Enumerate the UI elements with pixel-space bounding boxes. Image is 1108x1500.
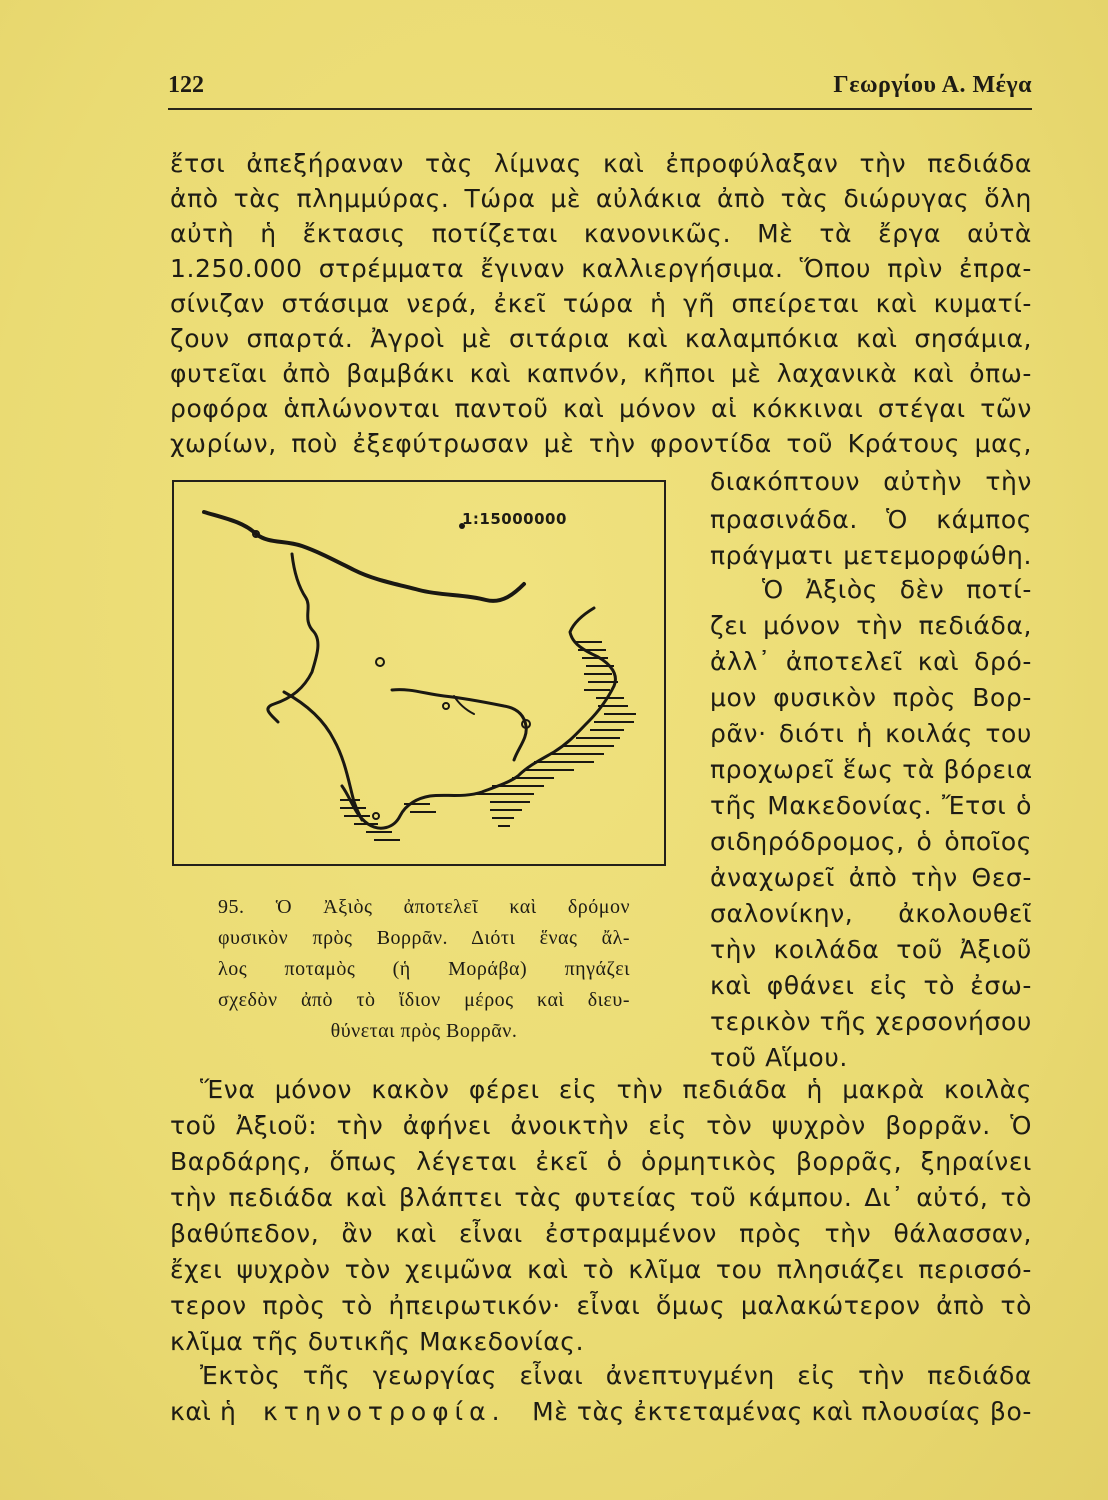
side-text-line: πράγματι μετεμορφώθη.	[710, 541, 1032, 570]
text-line: τὴν πεδιάδα καὶ βλάπτει τὰς φυτείας τοῦ κάμπου. Δι᾿ αὐτό, τὸ	[170, 1183, 1032, 1212]
spaced-term: κτηνοτροφία.	[263, 1397, 506, 1426]
map-figure	[172, 480, 666, 866]
text-line: κλῖμα τῆς δυτικῆς Μακεδονίας.	[170, 1327, 585, 1356]
text-line: σίνιζαν στάσιμα νερά, ἐκεῖ τώρα ἡ γῆ σπείρεται καὶ κυματί-	[170, 289, 1032, 318]
side-text-line: τερικὸν τῆς χερσονήσου	[710, 1007, 1032, 1036]
side-text-line: Ὁ Ἀξιὸς δὲν ποτί-	[762, 575, 1032, 604]
text-line: ζουν σπαρτά. Ἀγροὶ μὲ σιτάρια καὶ καλαμπόκια καὶ σησάμια,	[170, 324, 1032, 353]
text-line: χωρίων, ποὺ ἐξεφύτρωσαν μὲ τὴν φροντίδα τοῦ Κράτους μας,	[170, 429, 1032, 458]
map-scale: 1:15000000	[462, 510, 567, 528]
last-line-rest: Μὲ τὰς ἐκτεταμένας καὶ πλουσίας βο-	[532, 1397, 1032, 1426]
sea-hatching	[340, 642, 636, 840]
side-text-line: ἀναχωρεῖ ἀπὸ τὴν Θεσ-	[710, 863, 1032, 892]
side-text-line: τοῦ Αἵμου.	[710, 1043, 848, 1072]
side-text-line: σαλονίκην, ἀκολουθεῖ	[710, 899, 1032, 928]
text-line: αὐτὴ ἡ ἔκτασις ποτίζεται κανονικῶς. Μὲ τὰ ἔργα αὐτὰ	[170, 219, 1032, 248]
side-text-line: ρᾶν· διότι ἡ κοιλάς του	[710, 719, 1032, 748]
running-head: Γεωργίου Α. Μέγα	[833, 72, 1032, 98]
figure-caption-line: λος ποταμὸς (ἡ Μοράβα) πηγάζει	[218, 958, 630, 980]
text-line: ἀπὸ τὰς πλημμύρας. Τώρα μὲ αὐλάκια ἀπὸ τὰς διώρυγας ὅλη	[170, 184, 1032, 213]
text-line: ἔχει ψυχρὸν τὸν χειμῶνα καὶ τὸ κλῖμα του πλησιάζει περισσό-	[170, 1255, 1032, 1284]
river-map	[174, 482, 668, 868]
last-line-prefix: καὶ ἡ	[170, 1397, 237, 1426]
text-line: Ἕνα μόνον κακὸν φέρει εἰς τὴν πεδιάδα ἡ μακρὰ κοιλὰς	[200, 1075, 1032, 1104]
figure-caption-line: 95. Ὁ Ἀξιὸς ἀποτελεῖ καὶ δρόμον	[218, 896, 630, 918]
text-line: 1.250.000 στρέμματα ἔγιναν καλλιεργήσιμα. Ὅπου πρὶν ἐπρα-	[170, 254, 1032, 283]
text-line: βαθύπεδον, ἂν καὶ εἶναι ἐστραμμένον πρὸς τὴν θάλασσαν,	[170, 1219, 1032, 1248]
text-line: ἔτσι ἀπεξήραναν τὰς λίμνας καὶ ἐπροφύλαξαν τὴν πεδιάδα	[170, 149, 1032, 178]
text-line: τερον πρὸς τὸ ἠπειρωτικόν· εἶναι ὅμως μαλακώτερον ἀπὸ τὸ	[170, 1291, 1032, 1320]
figure-caption-line: θύνεται πρὸς Βορρᾶν.	[330, 1020, 518, 1042]
side-text-line: πρασινάδα. Ὁ κάμπος	[710, 505, 1032, 534]
side-text-line: τῆς Μακεδονίας. Ἔτσι ὁ	[710, 791, 1032, 820]
text-line: τοῦ Ἀξιοῦ: τὴν ἀφήνει ἀνοικτὴν εἰς τὸν ψυχρὸν βορρᾶν. Ὁ	[170, 1111, 1032, 1140]
figure-caption-line: σχεδὸν ἀπὸ τὸ ἴδιον μέρος καὶ διευ-	[218, 989, 630, 1011]
side-text-line: προχωρεῖ ἕως τὰ βόρεια	[710, 755, 1033, 784]
page-header	[168, 72, 1032, 106]
text-line: Βαρδάρης, ὅπως λέγεται ἐκεῖ ὁ ὁρμητικὸς βορρᾶς, ξηραίνει	[170, 1147, 1032, 1176]
text-line-last	[170, 1394, 1032, 1429]
side-text-line: ζει μόνον τὴν πεδιάδα,	[710, 611, 1032, 640]
text-line: φυτεῖαι ἀπὸ βαμβάκι καὶ καπνόν, κῆποι μὲ λαχανικὰ καὶ ὀπω-	[170, 359, 1032, 388]
text-line: Ἐκτὸς τῆς γεωργίας εἶναι ἀνεπτυγμένη εἰς τὴν πεδιάδα	[200, 1361, 1032, 1390]
side-text-line: μον φυσικὸν πρὸς Βορ-	[710, 683, 1032, 712]
side-text-line: σιδηρόδρομος, ὁ ὁποῖος	[710, 827, 1032, 856]
header-rule	[168, 108, 1032, 110]
side-text-line: διακόπτουν αὐτὴν τὴν	[710, 467, 1032, 496]
side-text-line: καὶ φθάνει εἰς τὸ ἐσω-	[710, 971, 1032, 1000]
side-text-line: ἀλλ᾿ ἀποτελεῖ καὶ δρό-	[710, 647, 1032, 676]
page-number: 122	[168, 72, 204, 98]
side-text-line: τὴν κοιλάδα τοῦ Ἀξιοῦ	[710, 935, 1032, 964]
text-line: ροφόρα ἁπλώνονται παντοῦ καὶ μόνον αἱ κόκκιναι στέγαι τῶν	[170, 394, 1032, 423]
figure-caption-line: φυσικὸν πρὸς Βορρᾶν. Διότι ἕνας ἄλ-	[218, 927, 630, 949]
river-east	[392, 690, 526, 760]
